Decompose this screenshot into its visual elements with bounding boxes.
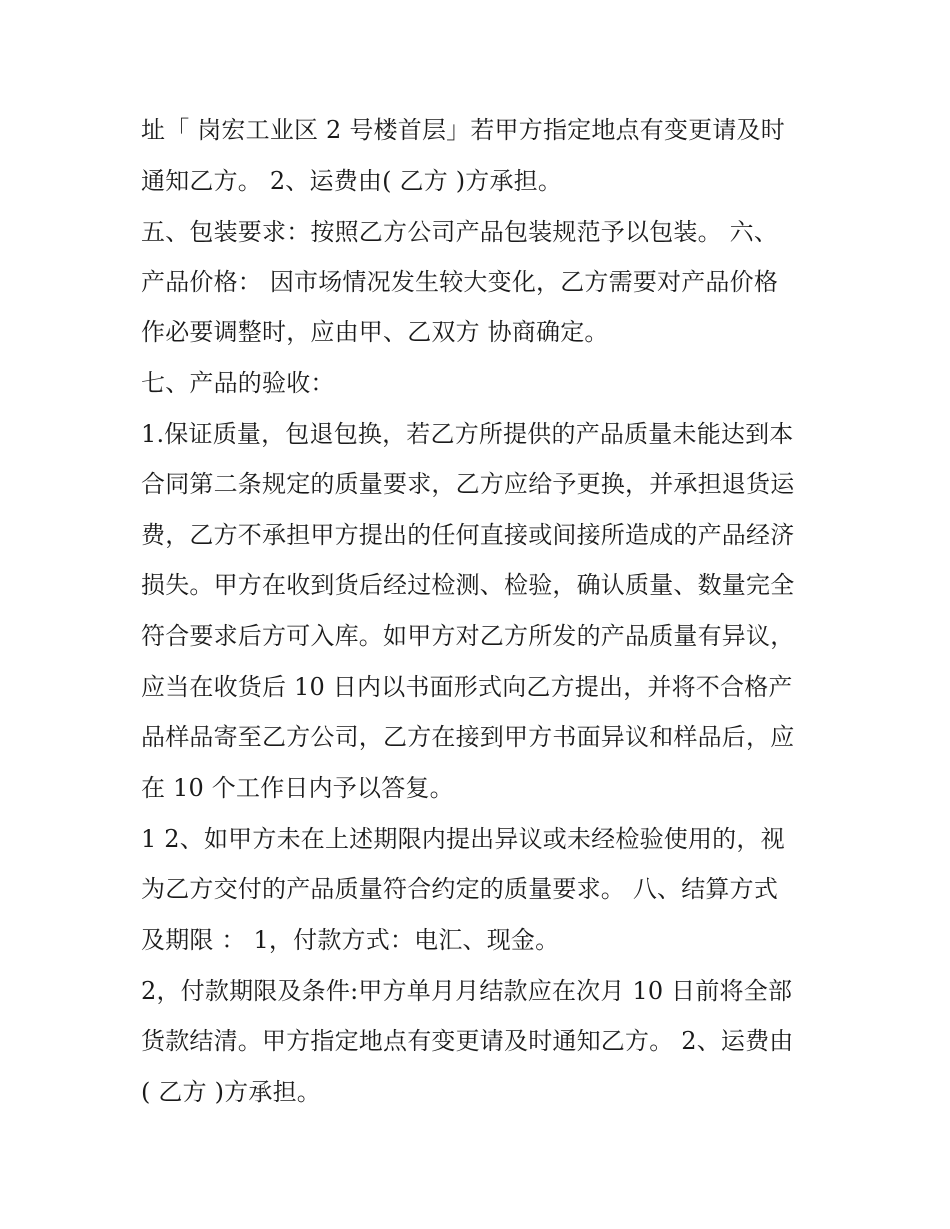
text-line: 址「 岗宏工业区 2 号楼首层」若甲方指定地点有变更请及时 [141, 116, 785, 144]
text-line: 及期限 ： 1，付款方式：电汇、现金。 [141, 926, 560, 954]
text-line: 七、产品的验收： [141, 369, 335, 397]
text-line: 1 2、如甲方未在上述期限内提出异议或未经检验使用的，视 [141, 825, 785, 853]
text-line: 符合要求后方可入库。如甲方对乙方所发的产品质量有异议， [141, 622, 795, 650]
text-line: 在 10 个工作日内予以答复。 [141, 774, 454, 802]
text-line: 为乙方交付的产品质量符合约定的质量要求。 八、结算方式 [141, 875, 779, 903]
text-line: 通知乙方。 2、运费由( 乙方 )方承担。 [141, 167, 563, 195]
text-line: 2，付款期限及条件:甲方单月月结款应在次月 10 日前将全部 [141, 977, 793, 1005]
text-line: 1.保证质量，包退包换，若乙方所提供的产品质量未能达到本 [141, 420, 794, 448]
text-line: 货款结清。甲方指定地点有变更请及时通知乙方。 2、运费由 [141, 1027, 794, 1055]
text-line: 品样品寄至乙方公司，乙方在接到甲方书面异议和样品后，应 [141, 723, 795, 751]
text-line: 产品价格： 因市场情况发生较大变化，乙方需要对产品价格 [141, 268, 779, 296]
text-line: 费，乙方不承担甲方提出的任何直接或间接所造成的产品经济 [141, 521, 795, 549]
text-line: 损失。甲方在收到货后经过检测、检验，确认质量、数量完全 [141, 571, 795, 599]
text-line: 作必要调整时，应由甲、乙双方 协商确定。 [141, 318, 609, 346]
text-line: ( 乙方 )方承担。 [141, 1078, 321, 1106]
text-line: 合同第二条规定的质量要求，乙方应给予更换，并承担退货运 [141, 470, 795, 498]
text-line: 应当在收货后 10 日内以书面形式向乙方提出，并将不合格产 [141, 673, 793, 701]
text-line: 五、包装要求：按照乙方公司产品包装规范予以包装。 六、 [141, 218, 779, 246]
